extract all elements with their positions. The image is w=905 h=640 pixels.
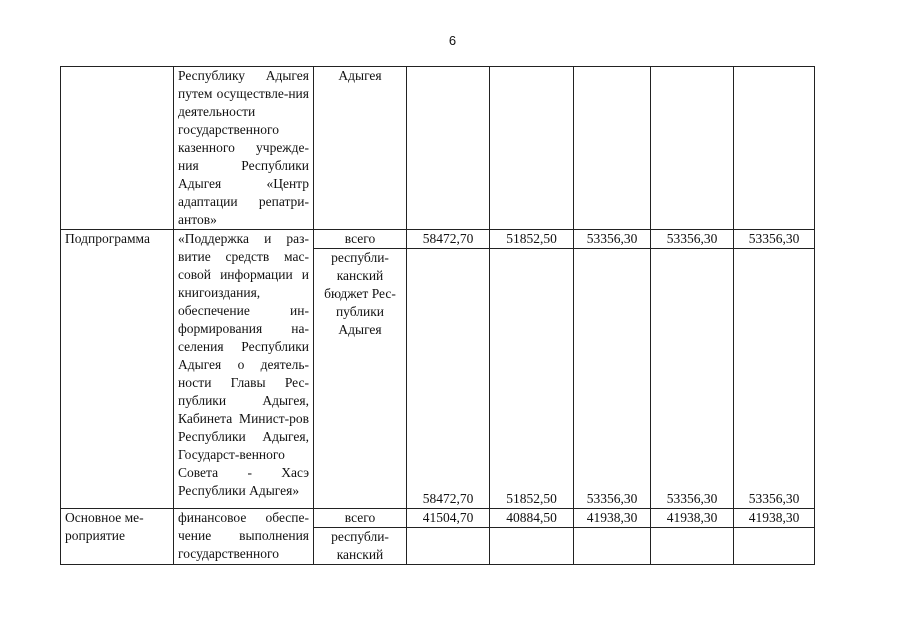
value-cell <box>574 249 651 509</box>
value: 53356,30 <box>748 491 800 506</box>
funding-source: Адыгея <box>338 68 382 83</box>
value-cell <box>651 528 734 565</box>
description-text: финансовое обеспе-чение выполнения государственного <box>178 510 309 561</box>
budget-table <box>60 66 815 565</box>
funding-source-cell <box>314 528 407 565</box>
value-cell <box>734 249 815 509</box>
description-text: Республику Адыгея путем осуществле-ния деятельности государственного казенного учрежде-ния Республики Адыгея «Центр адаптации репатри-антов» <box>178 68 309 227</box>
funding-source-cell <box>314 67 407 230</box>
value-cell <box>407 528 490 565</box>
total-value: 58472,70 <box>422 231 474 246</box>
program-name: Подпрограмма <box>65 231 150 246</box>
funding-source-cell <box>314 249 407 509</box>
total-value: 51852,50 <box>506 231 557 246</box>
total-value-cell <box>490 509 574 528</box>
total-value-cell <box>490 230 574 249</box>
description-cell <box>174 509 314 565</box>
value-cell <box>490 67 574 230</box>
value-cell <box>407 249 490 509</box>
value-cell <box>651 249 734 509</box>
total-value: 53356,30 <box>586 231 638 246</box>
value: 53356,30 <box>586 491 638 506</box>
total-value: 41938,30 <box>748 510 800 525</box>
total-value: 41504,70 <box>422 510 474 525</box>
value-cell <box>574 67 651 230</box>
value-cell <box>651 67 734 230</box>
program-name: Основное ме-роприятие <box>65 510 144 543</box>
total-value-cell <box>574 230 651 249</box>
description-cell <box>174 230 314 509</box>
total-value-cell <box>651 230 734 249</box>
total-value-cell <box>734 230 815 249</box>
funding-source: республи-канский бюджет Рес-публики Адыгея <box>324 250 396 337</box>
value-cell <box>734 528 815 565</box>
total-value: 53356,30 <box>748 231 800 246</box>
total-value-cell <box>574 509 651 528</box>
total-value-cell <box>734 509 815 528</box>
program-name-cell <box>61 509 174 565</box>
total-value: 41938,30 <box>666 510 718 525</box>
table-row <box>61 67 815 230</box>
description-text: «Поддержка и раз-витие средств мас-совой информации и книгоиздания, обеспечение ин-формирования на-селения Республики Адыгея о деятель-ности Главы Рес-публики Адыгея, Кабинета Минист-ров Республики Адыгея, Государст-венного Совета - Хасэ Республики Адыгея» <box>178 231 309 498</box>
value-cell <box>574 528 651 565</box>
table-row <box>61 230 815 249</box>
total-label: всего <box>344 510 376 525</box>
value-cell <box>734 67 815 230</box>
total-value: 41938,30 <box>586 510 638 525</box>
table-row <box>61 509 815 528</box>
value-cell <box>490 249 574 509</box>
value: 53356,30 <box>666 491 718 506</box>
total-label: всего <box>344 231 376 246</box>
page-number: 6 <box>448 33 457 48</box>
total-value-cell <box>651 509 734 528</box>
total-value-cell <box>407 509 490 528</box>
program-name-cell <box>61 67 174 230</box>
total-value-cell <box>407 230 490 249</box>
description-cell <box>174 67 314 230</box>
funding-source: республи-канский <box>331 529 389 562</box>
value: 51852,50 <box>506 491 557 506</box>
value-cell <box>407 67 490 230</box>
value-cell <box>490 528 574 565</box>
total-value: 40884,50 <box>506 510 557 525</box>
program-name-cell <box>61 230 174 509</box>
total-label-cell <box>314 509 407 528</box>
total-label-cell <box>314 230 407 249</box>
value: 58472,70 <box>422 491 474 506</box>
total-value: 53356,30 <box>666 231 718 246</box>
